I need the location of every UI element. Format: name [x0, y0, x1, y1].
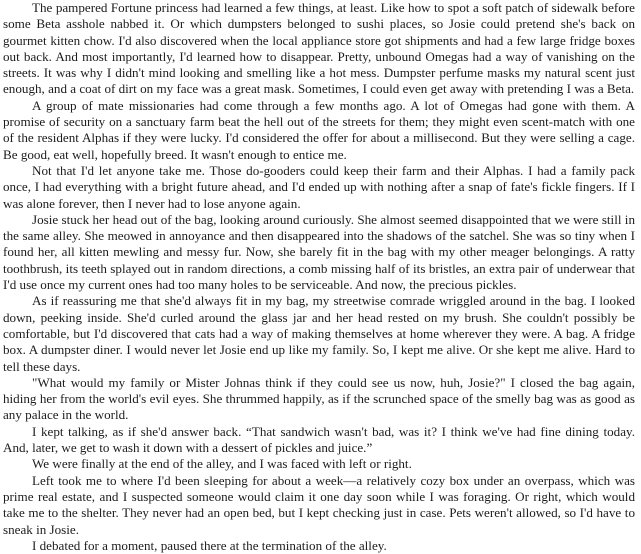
paragraph-6: "What would my family or Mister Johnas think if they could see us now, huh, Josie?" I closed the bag again, hiding her from the world's evil eyes. She thrummed happily, as if the scrunched space of the smelly bag was as good as any palace in the world.: [3, 374, 635, 423]
document-page: [3, 0, 635, 554]
paragraph-8: We were finally at the end of the alley, and I was faced with left or right.: [32, 456, 412, 472]
paragraph-10: I debated for a moment, paused there at the termination of the alley.: [32, 537, 387, 553]
paragraph-4: Josie stuck her head out of the bag, looking around curiously. She almost seemed disappointed that we were still in the same alley. She meowed in annoyance and then disappeared into the shadows of the satchel. She was so tiny when I found her, all kitten mewling and messy fur. Now, she barely fit in the bag with my other meager belongings. A ratty toothbrush, its teeth splayed out in random directions, a comb missing half of its bristles, an extra pair of underwear that I'd use once my current ones had too many holes to be serviceable. And now, the precious pickles.: [3, 211, 635, 293]
paragraph-9: Left took me to where I'd been sleeping for about a week—a relatively cozy box under an overpass, which was prime real estate, and I suspected someone would claim it one day soon while I was foraging. Or right, which would take me to the shelter. They never had an open bed, but I kept checking just in case. Pets weren't allowed, so I'd have to sneak in Josie.: [3, 472, 635, 537]
paragraph-3: Not that I'd let anyone take me. Those do-gooders could keep their farm and their Alphas. I had a family pack once, I had everything with a bright future ahead, and I'd ended up with nothing after a snap of fate's fickle fingers. If I was alone forever, then I never had to lose anyone again.: [3, 162, 635, 211]
paragraph-5: As if reassuring me that she'd always fit in my bag, my streetwise comrade wriggled around in the bag. I looked down, peeking inside. She'd curled around the glass jar and her head rested on my brush. She couldn't possibly be comfortable, but I'd discovered that cats had a way of making themselves at home wherever they were. A bag. A fridge box. A dumpster diner. I would never let Josie end up like my family. So, I kept me alive. Or she kept me alive. Hard to tell these days.: [3, 293, 635, 374]
paragraph-2: A group of mate missionaries had come through a few months ago. A lot of Omegas had gone with them. A promise of security on a sanctuary farm beat the hell out of the streets for them; they might even scent-match with one of the resident Alphas if they were lucky. I'd considered the offer for about a millisecond. But they were selling a cage. Be good, eat well, hopefully breed. It wasn't enough to entice me.: [3, 97, 635, 162]
paragraph-1: The pampered Fortune princess had learned a few things, at least. Like how to spot a soft patch of sidewalk before some Beta asshole nabbed it. Or which dumpsters belonged to sushi places, so Josie could pretend she's back on gourmet kitten chow. I'd also discovered when the local appliance store got shipments and had a few large fridge boxes out back. And most importantly, I'd learned how to disappear. Pretty, unbound Omegas had a way of vanishing on the streets. It was why I didn't mind looking and smelling like a hot mess. Dumpster perfume masks my natural scent just enough, and a coat of dirt on my face was a great mask. Sometimes, I could even get away with pretending I was a Beta.: [3, 0, 635, 97]
paragraph-7: I kept talking, as if she'd answer back. “That sandwich wasn't bad, was it? I think we've had fine dining today. And, later, we get to wash it down with a dessert of pickles and juice.”: [3, 423, 635, 456]
